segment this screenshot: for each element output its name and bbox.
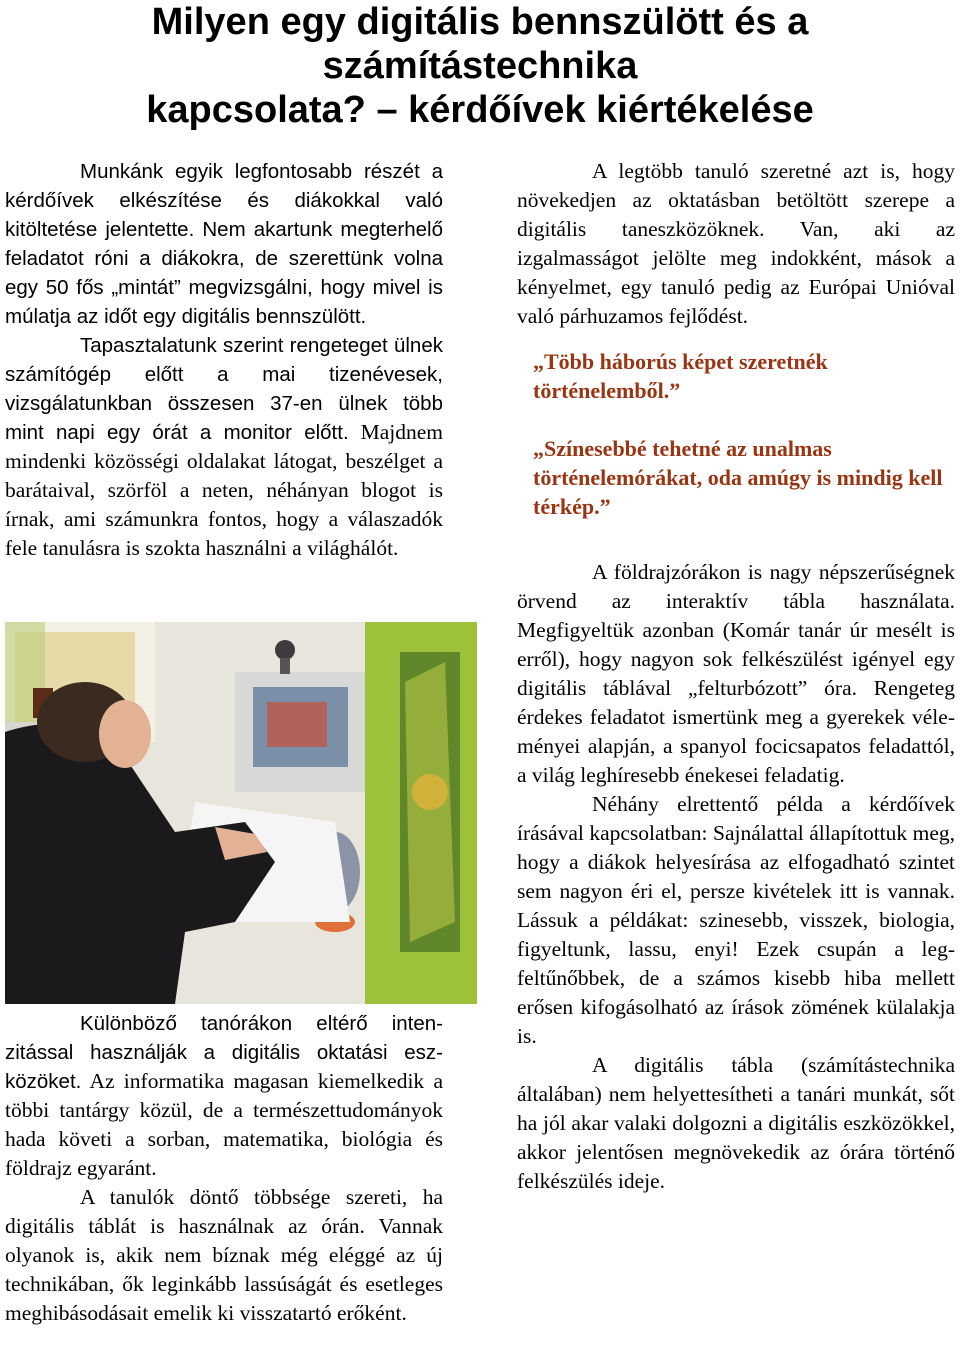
left-column xyxy=(5,157,443,1325)
paragraph-spelling: Néhány elrettentő példa a kérdőívek írásával kapcsolatban: Sajnálattal állapítottuk meg, hogy a diákok helyesírása az elfogadható szintet sem nagyon éri el, persze kivételek itt is vannak. Lássuk a példákat: szinesebb, visszek, biologia, figyeltunk, lassu, enyi! Ezek csupán a legfeltűnőbbek, de a számos kisebb hiba mellett erősen kifogásolható az írások zömének külalakja is. xyxy=(517,792,955,1048)
paragraph-intro xyxy=(5,157,443,331)
experience-text-a: Tapasztalatunk szerint rengeteget ülnek számítógép előtt a mai tizenévesek, vizsgálatunkban összesen 37-en ülnek több mint napi egy órát a monitor előtt. xyxy=(5,334,443,444)
left-column-lower xyxy=(5,1009,443,1328)
intro-text-a: Munkánk egyik legfontosabb részét a kérdőívek elkészítése és diákokkal való kitöltetése jelentette. xyxy=(5,160,443,241)
paragraph-wishes: A legtöbb tanuló szeretné azt is, hogy növekedjen az oktatásban betöltött szerepe a digitális taneszközöknek. Van, aki az izgalmasságot jelölte meg indokként, mások a kényelmet, egy tanuló pedig az Európai Unióval való párhuzamos fejlődést. xyxy=(517,159,955,328)
paragraph-subjects xyxy=(5,1009,443,1183)
right-column xyxy=(517,157,955,1196)
webcam xyxy=(275,640,295,660)
paragraph-geography: A földrajzórákon is nagy népszerűségnek örvend az interaktív tábla használata. Megfigyeltük azonban (Komár tanár úr mesélt is erről), hogy nagyon sok felkészülést igényel egy digitális táblával „felturbózott” óra. Rengeteg érdekes feladatot ismertünk meg a gyerekek véleményei alapján, a spanyol focicsapatos feladattól, a világ leghíresebb énekesei feladatig. xyxy=(517,560,955,787)
photo-student-at-computer xyxy=(5,622,477,1004)
title-line-2: kapcsolata? – kérdőívek kiértékelése xyxy=(146,89,814,131)
page-title xyxy=(0,0,960,132)
intro-text-b: Nem akartunk megterhelő feladatot róni a diákokra, de szerettünk volna egy 50 fős „mintát” megvizsgálni, hogy mivel is múlatja az időt egy digitális bennszülött. xyxy=(5,218,443,328)
paragraph-conclusion: A digitális tábla (számítástechnika általában) nem helyettesítheti a tanári munkát, sőt ha jól akar valaki dolgozni a digitális eszközökkel, akkor jelentősen megnövekedik az órára történő felkészülés ideje. xyxy=(517,1053,955,1193)
student-quote-2: „Színesebbé tehetné az unalmas történelemórákat, oda amúgy is mindig kell térkép.” xyxy=(533,436,943,519)
paragraph-whiteboard: A tanulók döntő többsége szereti, ha digitális táblát is használnak az órán. Vannak olyanok is, akik nem bíznak még eléggé az új technikában, ők leginkább lassúságát és esetleges meghibásodásait emelik ki visszatartó erőként. xyxy=(5,1185,443,1325)
title-line-1: Milyen egy digitális bennszülött és a számítástechnika xyxy=(151,1,809,87)
subjects-text-a: Különböző tanórákon eltérő intenzitással használják a digitális oktatási eszközöket. xyxy=(5,1012,443,1093)
paragraph-experience xyxy=(5,331,443,563)
subjects-text-b: Az informatika magasan kiemelkedik a többi tantárgy közül, de a természettudományok hada követi a sorban, matematika, biológia és földrajz egyaránt. xyxy=(5,1069,443,1180)
experience-text-b: Majdnem mindenki közösségi oldalakat látogat, beszélget a barátaival, szörföl a neten, néhányan blogot is írnak, ami számunkra fontos, hogy a válaszadók fele tanulásra is szokta használni a világhálót. xyxy=(5,420,443,560)
student-quote-1: „Több háborús képet szeretnék történelemből.” xyxy=(533,349,828,403)
